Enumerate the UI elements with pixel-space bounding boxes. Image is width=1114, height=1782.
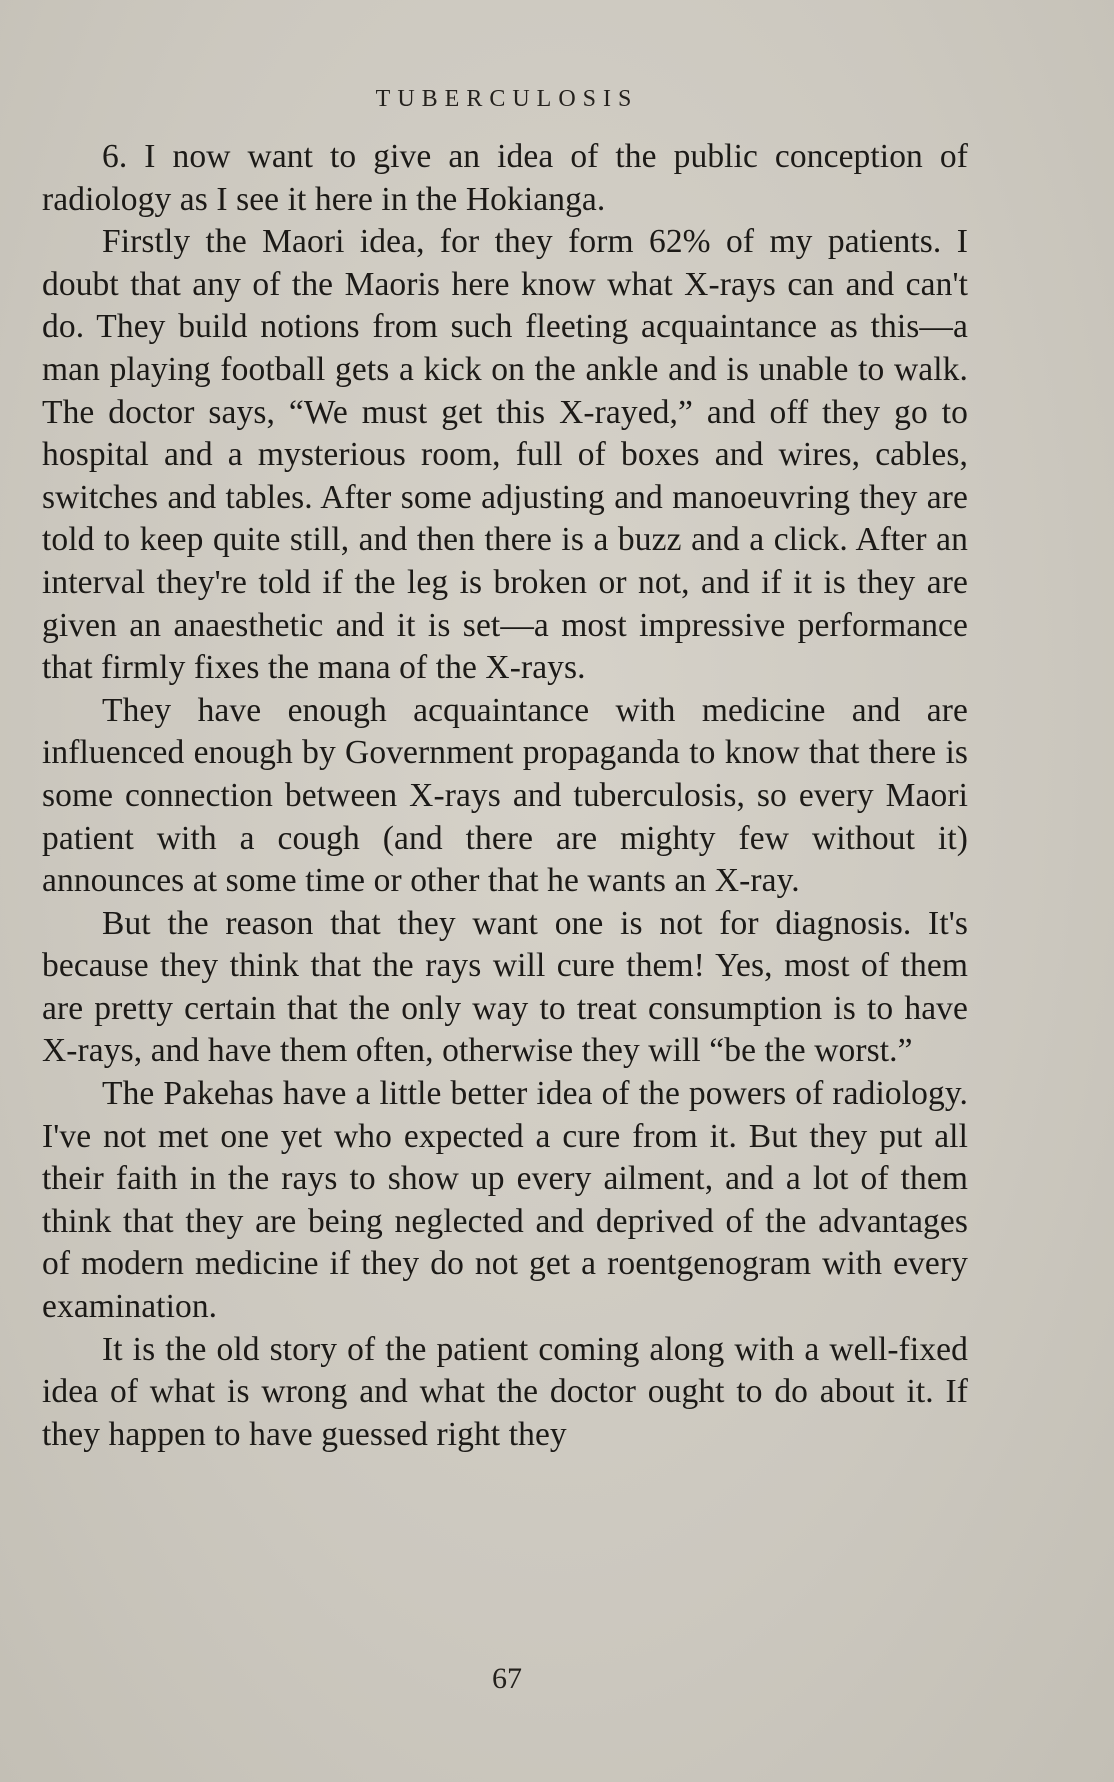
paragraph-5: The Pakehas have a little better idea of the powers of radiology. I've not met one yet who expected a cure from it. But they put all their faith in the rays to show up every ailment, and a lot of them think that they are being neglected and deprived of the advantages of modern medicine if they do not get a roentgenogram with every examination.: [42, 1075, 968, 1326]
paragraph-1: 6. I now want to give an idea of the public conception of radiology as I see it here in the Hokianga.: [42, 138, 968, 218]
paragraph-2: Firstly the Maori idea, for they form 62% of my patients. I doubt that any of the Maoris here know what X-rays can and can't do. They build notions from such fleeting acquaintance as this—a man playing football gets a kick on the ankle and is unable to walk. The doctor says, “We must get this X-rayed,” and off they go to hospital and a mysterious room, full of boxes and wires, cables, switches and tables. After some adjusting and manoeuvring they are told to keep quite still, and then there is a buzz and a click. After an interval they're told if the leg is broken or not, and if it is they are given an anaesthetic and it is set—a most impressive performance that firmly fixes the mana of the X-rays.: [42, 223, 968, 687]
body-text: [42, 136, 968, 1456]
running-head: TUBERCULOSIS: [375, 86, 639, 112]
page-number: 67: [492, 1662, 522, 1695]
paragraph-6: It is the old story of the patient coming along with a well-fixed idea of what is wrong and what the doctor ought to do about it. If they happen to have guessed right they: [42, 1330, 968, 1453]
paragraph-3: They have enough acquaintance with medicine and are influenced enough by Government propaganda to know that there is some connection between X-rays and tuberculosis, so every Maori patient with a cough (and there are mighty few without it) announces at some time or other that he wants an X-ray.: [42, 691, 968, 900]
paragraph-4: But the reason that they want one is not for diagnosis. It's because they think that the rays will cure them! Yes, most of them are pretty certain that the only way to treat consumption is to have X-rays, and have them often, otherwise they will “be the worst.”: [42, 904, 968, 1070]
